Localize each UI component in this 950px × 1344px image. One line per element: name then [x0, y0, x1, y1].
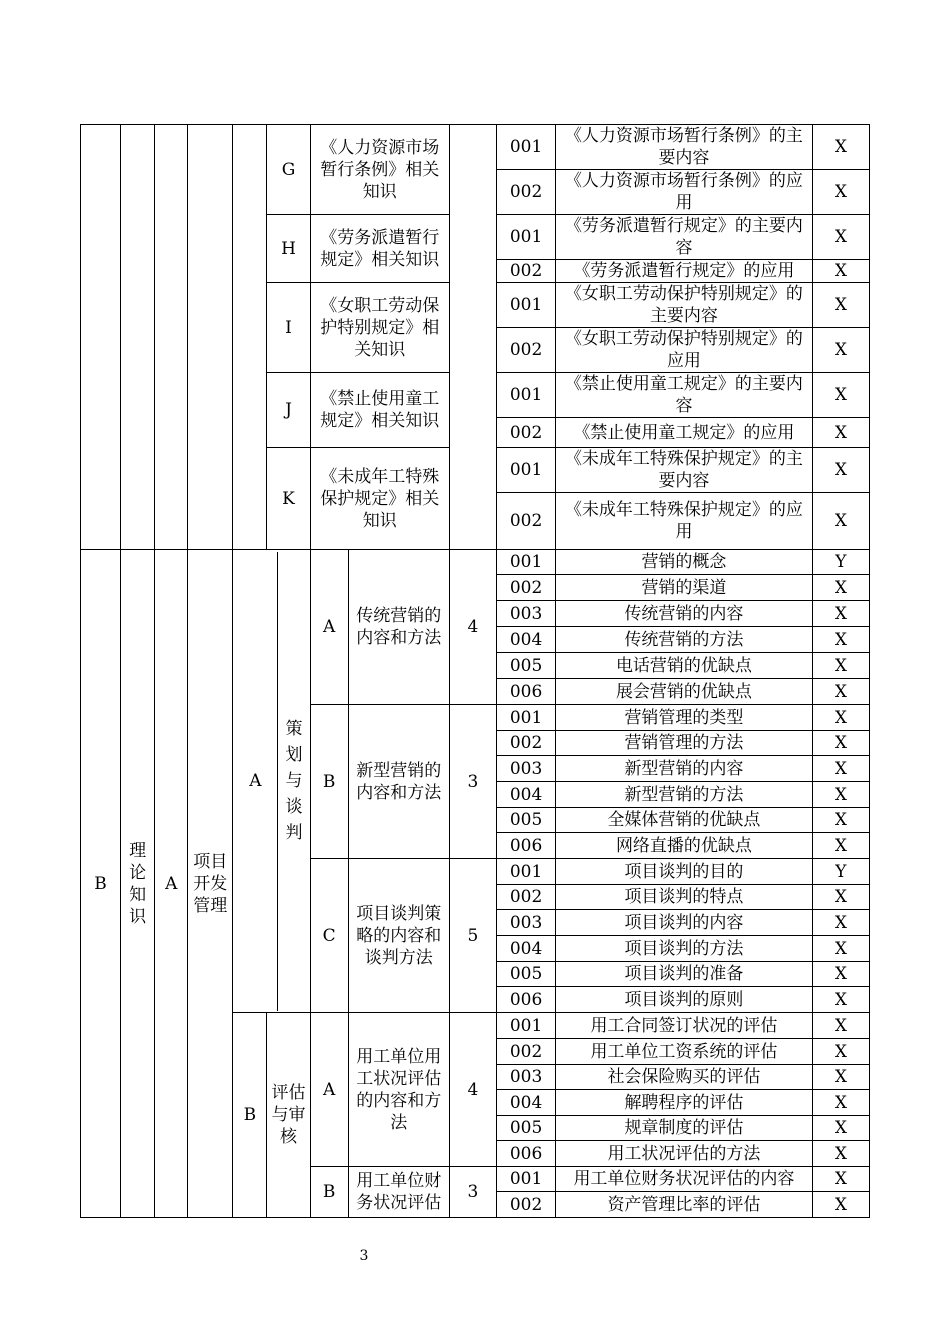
section-title: 《禁止使用童工规定》相关知识 [310, 373, 449, 448]
point-level: X [812, 1090, 869, 1116]
point-content: 《禁止使用童工规定》的主要内容 [556, 373, 813, 418]
point-content: 项目谈判的内容 [556, 910, 813, 936]
point-content: 传统营销的方法 [556, 627, 813, 653]
point-level: X [812, 705, 869, 731]
empty-cell [188, 125, 233, 550]
point-number: 004 [496, 782, 555, 808]
section-title: 《未成年工特殊保护规定》相关知识 [310, 448, 449, 550]
point-content: 新型营销的方法 [556, 782, 813, 808]
empty-cell [233, 125, 267, 550]
point-level: X [812, 260, 869, 283]
point-content: 《人力资源市场暂行条例》的主要内容 [556, 125, 813, 170]
point-number: 005 [496, 808, 555, 833]
point-content: 传统营销的内容 [556, 601, 813, 627]
point-level: X [812, 962, 869, 987]
point-level: X [812, 1013, 869, 1039]
section-weight: 3 [449, 1167, 496, 1218]
point-number: 001 [496, 125, 555, 170]
section-code: G [267, 125, 310, 215]
point-level: X [812, 1116, 869, 1141]
point-number: 002 [496, 1039, 555, 1065]
point-level: X [812, 373, 869, 418]
point-level: X [812, 653, 869, 679]
page-number: 3 [359, 1248, 369, 1264]
section-code: K [267, 448, 310, 550]
section-code: B [310, 1167, 348, 1218]
point-number: 001 [496, 550, 555, 575]
point-level: X [812, 910, 869, 936]
point-content: 项目谈判的目的 [556, 859, 813, 885]
point-number: 001 [496, 1013, 555, 1039]
point-level: X [812, 731, 869, 756]
section-weight: 4 [449, 550, 496, 705]
point-level: X [812, 756, 869, 782]
point-level: X [812, 782, 869, 808]
point-content: 《女职工劳动保护特别规定》的主要内容 [556, 283, 813, 328]
point-level: X [812, 1065, 869, 1090]
section-weight: 5 [449, 859, 496, 1013]
point-level: X [812, 493, 869, 550]
point-level: Y [812, 859, 869, 885]
point-number: 004 [496, 936, 555, 962]
knowledge-spec-table [80, 124, 870, 1218]
point-level: X [812, 1141, 869, 1167]
point-content: 项目谈判的原则 [556, 987, 813, 1013]
section-title: 用工单位财务状况评估 [348, 1167, 449, 1218]
point-content: 营销管理的类型 [556, 705, 813, 731]
point-content: 《人力资源市场暂行条例》的应用 [556, 170, 813, 215]
point-level: X [812, 1167, 869, 1192]
point-number: 006 [496, 833, 555, 859]
point-number: 006 [496, 679, 555, 705]
table-row [81, 125, 870, 170]
section-code: H [267, 215, 310, 283]
point-level: X [812, 170, 869, 215]
point-level: X [812, 125, 869, 170]
point-content: 用工合同签订状况的评估 [556, 1013, 813, 1039]
point-content: 电话营销的优缺点 [556, 653, 813, 679]
point-number: 006 [496, 987, 555, 1013]
point-content: 《劳务派遣暂行规定》的应用 [556, 260, 813, 283]
point-number: 002 [496, 170, 555, 215]
group-a-cell [233, 550, 310, 1013]
section-title: 《劳务派遣暂行规定》相关知识 [310, 215, 449, 283]
point-level: X [812, 283, 869, 328]
section-weight: 4 [449, 1013, 496, 1167]
point-content: 营销的概念 [556, 550, 813, 575]
point-number: 002 [496, 260, 555, 283]
group-name: 评估与审核 [267, 1013, 310, 1218]
point-content: 网络直播的优缺点 [556, 833, 813, 859]
point-content: 展会营销的优缺点 [556, 679, 813, 705]
point-content: 新型营销的内容 [556, 756, 813, 782]
point-level: X [812, 808, 869, 833]
point-number: 005 [496, 653, 555, 679]
section-code: J [267, 373, 310, 448]
point-content: 项目谈判的准备 [556, 962, 813, 987]
point-number: 004 [496, 627, 555, 653]
section-code: C [310, 859, 348, 1013]
point-number: 003 [496, 601, 555, 627]
point-number: 003 [496, 910, 555, 936]
point-number: 001 [496, 283, 555, 328]
point-number: 001 [496, 373, 555, 418]
point-level: X [812, 215, 869, 260]
point-number: 006 [496, 1141, 555, 1167]
point-content: 规章制度的评估 [556, 1116, 813, 1141]
point-level: X [812, 418, 869, 448]
point-level: X [812, 1192, 869, 1218]
point-number: 005 [496, 1116, 555, 1141]
point-number: 002 [496, 328, 555, 373]
point-number: 002 [496, 575, 555, 601]
point-number: 005 [496, 962, 555, 987]
empty-cell [121, 125, 155, 550]
point-number: 001 [496, 1167, 555, 1192]
section-title: 《女职工劳动保护特别规定》相关知识 [310, 283, 449, 373]
section-title: 项目谈判策略的内容和谈判方法 [348, 859, 449, 1013]
section-weight: 3 [449, 705, 496, 859]
point-level: Y [812, 550, 869, 575]
group-code: A [233, 552, 278, 1011]
point-number: 003 [496, 756, 555, 782]
point-content: 营销管理的方法 [556, 731, 813, 756]
point-level: X [812, 885, 869, 910]
point-number: 001 [496, 859, 555, 885]
point-level: X [812, 1039, 869, 1065]
section-title: 用工单位用工状况评估的内容和方法 [348, 1013, 449, 1167]
section-code: A [310, 1013, 348, 1167]
section-code: B [310, 705, 348, 859]
point-number: 004 [496, 1090, 555, 1116]
empty-cell [449, 125, 496, 550]
point-content: 资产管理比率的评估 [556, 1192, 813, 1218]
section-title: 新型营销的内容和方法 [348, 705, 449, 859]
group-name: 策划与谈判 [285, 719, 303, 843]
section-title: 《人力资源市场暂行条例》相关知识 [310, 125, 449, 215]
group-code: B [233, 1013, 267, 1218]
point-content: 《女职工劳动保护特别规定》的应用 [556, 328, 813, 373]
point-number: 001 [496, 448, 555, 493]
point-level: X [812, 936, 869, 962]
point-content: 项目谈判的方法 [556, 936, 813, 962]
section-code: I [267, 283, 310, 373]
point-number: 002 [496, 885, 555, 910]
point-content: 解聘程序的评估 [556, 1090, 813, 1116]
point-number: 002 [496, 493, 555, 550]
point-content: 全媒体营销的优缺点 [556, 808, 813, 833]
point-level: X [812, 328, 869, 373]
point-number: 002 [496, 1192, 555, 1218]
point-level: X [812, 575, 869, 601]
domain-code: A [155, 550, 188, 1218]
category-code: B [81, 550, 121, 1218]
point-level: X [812, 679, 869, 705]
point-number: 002 [496, 418, 555, 448]
point-content: 项目谈判的特点 [556, 885, 813, 910]
domain-name: 项目开发管理 [188, 550, 233, 1218]
point-number: 002 [496, 731, 555, 756]
point-content: 《禁止使用童工规定》的应用 [556, 418, 813, 448]
point-content: 社会保险购买的评估 [556, 1065, 813, 1090]
point-number: 003 [496, 1065, 555, 1090]
point-content: 《未成年工特殊保护规定》的主要内容 [556, 448, 813, 493]
section-code: A [310, 550, 348, 705]
table-row [81, 550, 870, 575]
point-level: X [812, 448, 869, 493]
point-number: 001 [496, 705, 555, 731]
point-level: X [812, 987, 869, 1013]
point-level: X [812, 627, 869, 653]
point-content: 用工单位财务状况评估的内容 [556, 1167, 813, 1192]
point-content: 用工状况评估的方法 [556, 1141, 813, 1167]
category-name: 理论知识 [121, 550, 155, 1218]
point-level: X [812, 833, 869, 859]
point-content: 营销的渠道 [556, 575, 813, 601]
empty-cell [155, 125, 188, 550]
point-content: 《劳务派遣暂行规定》的主要内容 [556, 215, 813, 260]
section-title: 传统营销的内容和方法 [348, 550, 449, 705]
point-content: 《未成年工特殊保护规定》的应用 [556, 493, 813, 550]
point-number: 001 [496, 215, 555, 260]
empty-cell [81, 125, 121, 550]
point-content: 用工单位工资系统的评估 [556, 1039, 813, 1065]
point-level: X [812, 601, 869, 627]
